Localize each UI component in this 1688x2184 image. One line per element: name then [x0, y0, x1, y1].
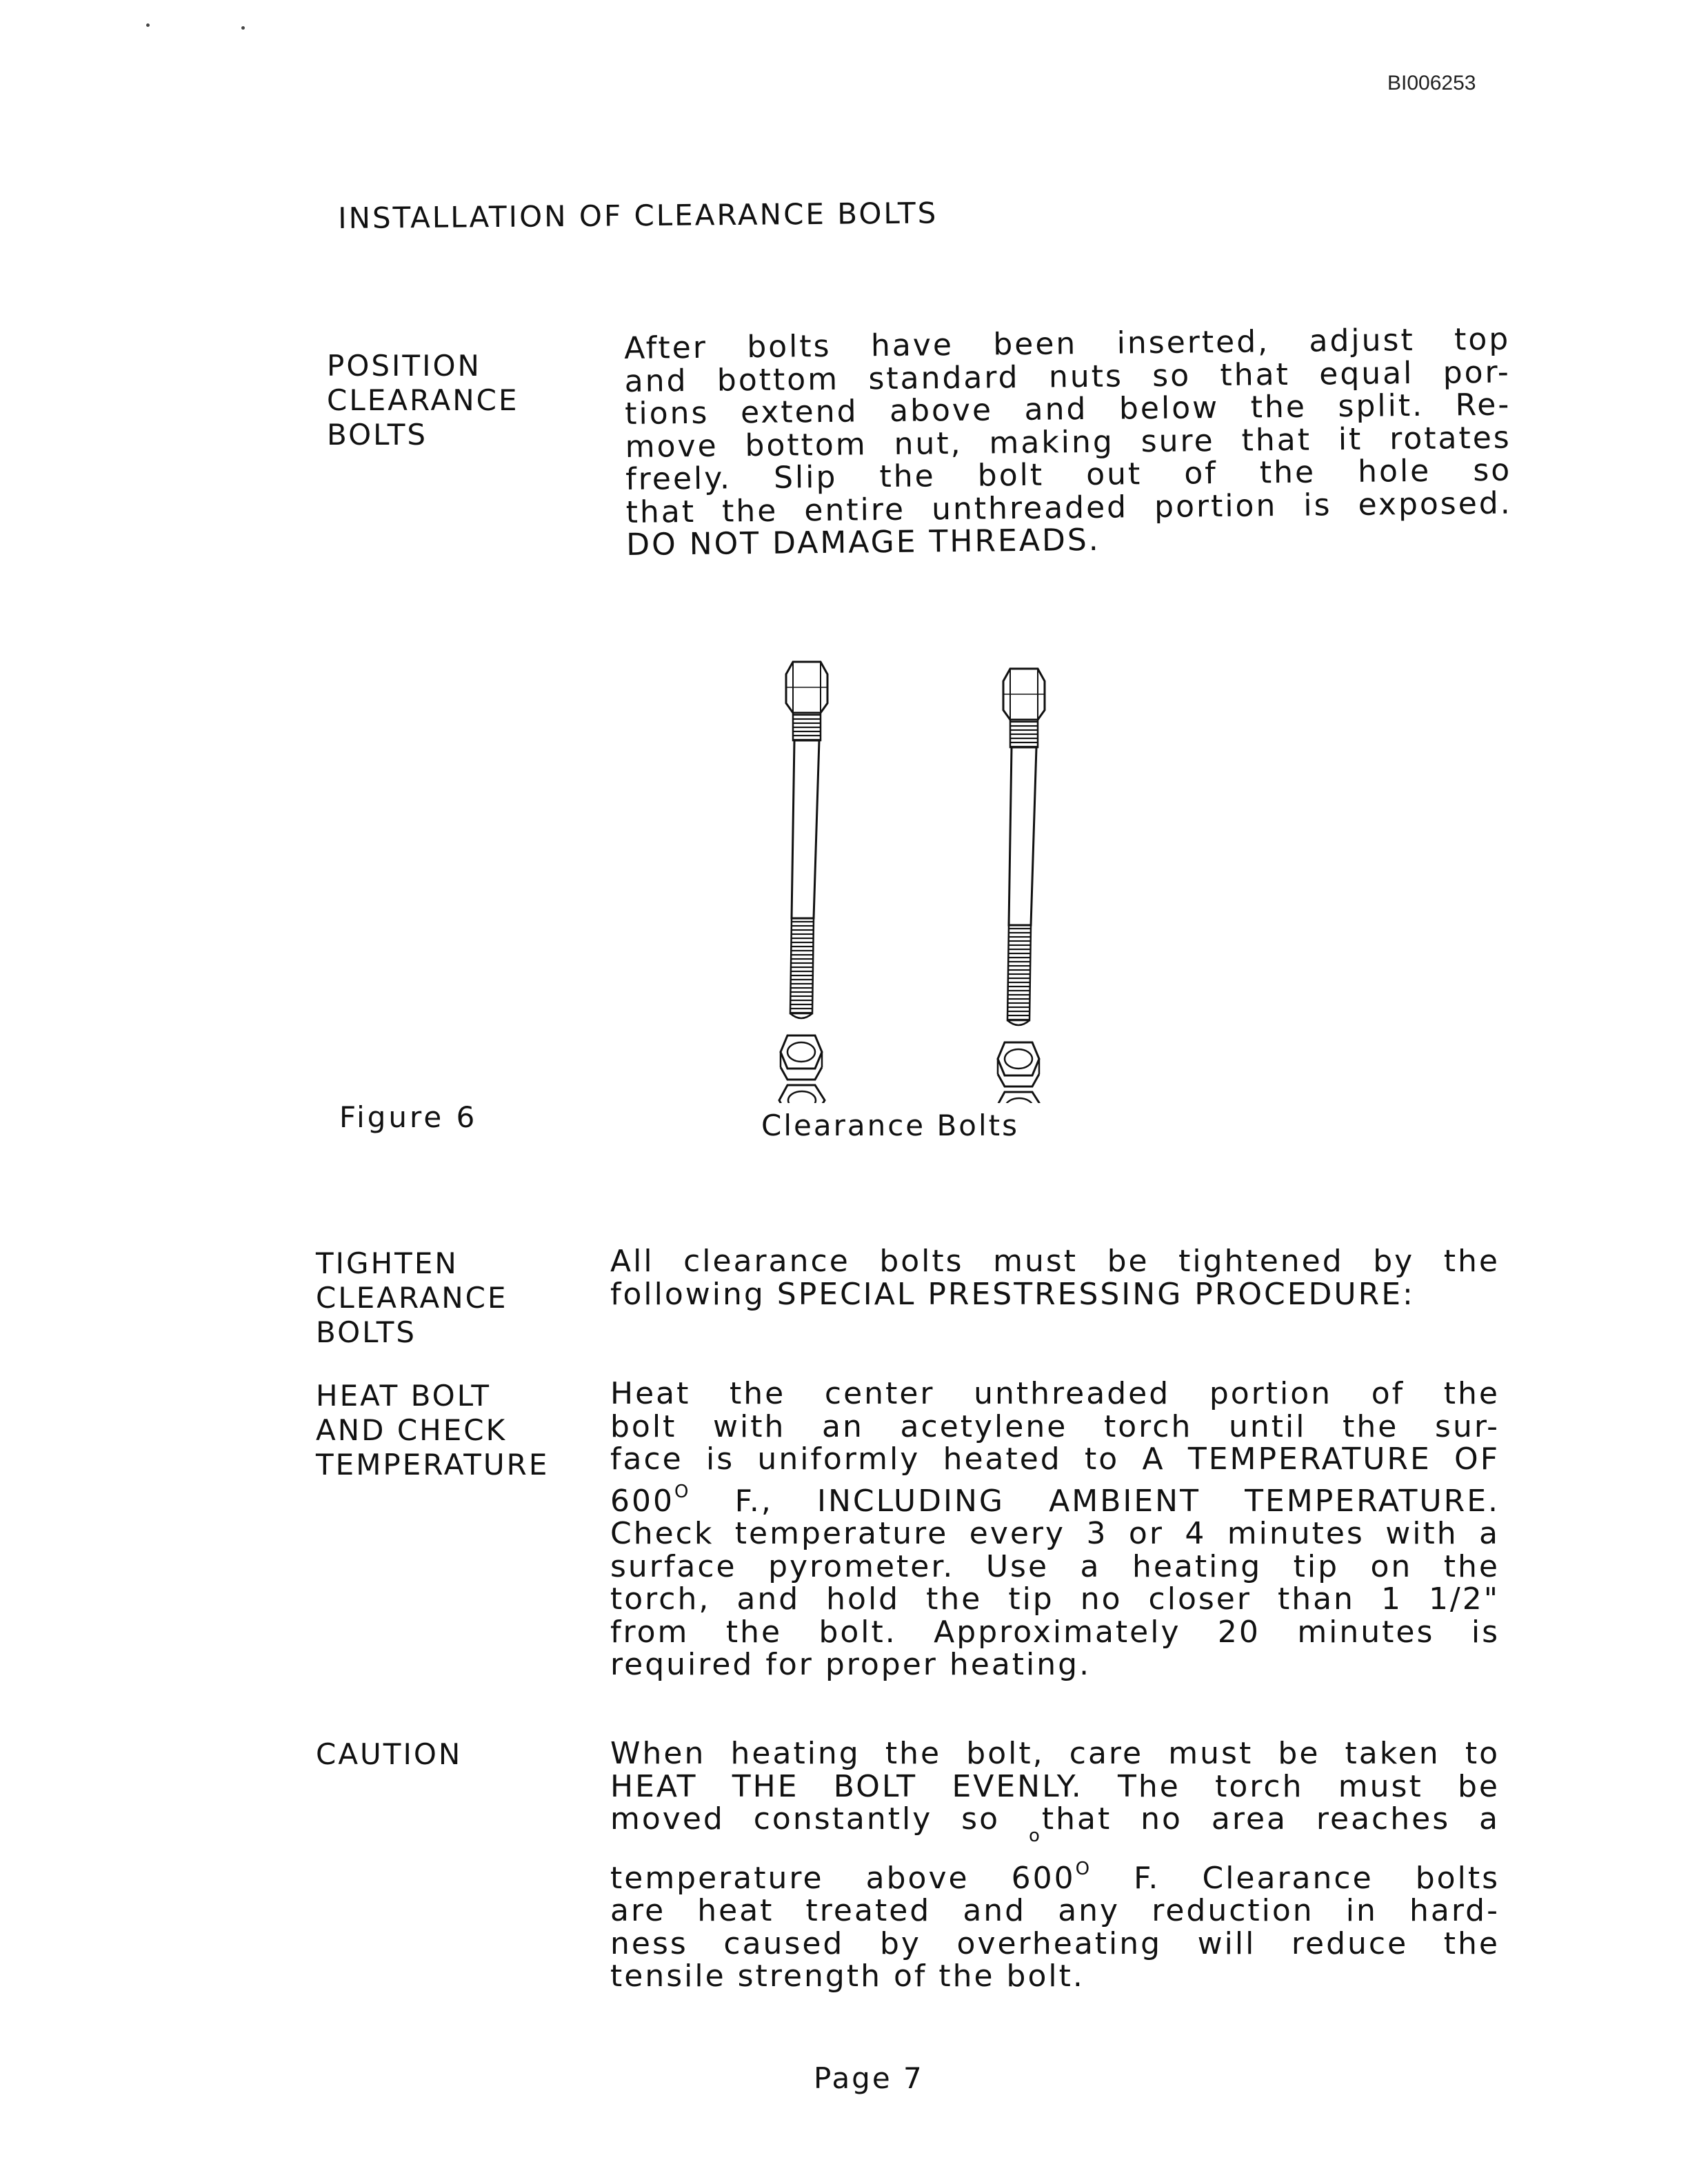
text-line: Check temperature every 3 or 4 minutes with a — [610, 1516, 1500, 1551]
text-line: face is uniformly heated to A TEMPERATURE OF — [610, 1442, 1500, 1477]
text-line: that the entire unthreaded portion is exposed. — [625, 485, 1512, 530]
section-label-caution: CAUTION — [316, 1737, 463, 1771]
scan-speck — [241, 26, 245, 30]
text-line: tensile strength of the bolt. — [610, 1959, 1085, 1994]
text-line: HEAT THE BOLT EVENLY. The torch must be — [610, 1768, 1500, 1804]
figure-caption: Clearance Bolts — [761, 1109, 1020, 1142]
section-text-heat — [610, 1377, 1500, 1681]
page-title: INSTALLATION OF CLEARANCE BOLTS — [338, 196, 938, 235]
text-line-temperature — [610, 1853, 1500, 1895]
text-fragment: F. Clearance bolts — [1092, 1860, 1500, 1896]
degree-mark: o — [1028, 1826, 1042, 1846]
text-line: All clearance bolts must be tightened by the — [610, 1244, 1500, 1279]
text-line: torch, and hold the tip no closer than 1 1/2" — [610, 1581, 1500, 1617]
section-label-tighten: TIGHTEN CLEARANCE BOLTS — [316, 1246, 508, 1349]
text-line-degree — [610, 1803, 1500, 1853]
figure-label: Figure 6 — [339, 1100, 478, 1134]
clearance-bolts-illustration — [703, 655, 1131, 1103]
text-line: bolt with an acetylene torch until the sur- — [610, 1408, 1500, 1444]
section-label-position: POSITION CLEARANCE BOLTS — [327, 349, 519, 452]
text-line: required for proper heating. — [610, 1647, 1092, 1682]
section-text-caution — [610, 1737, 1500, 1993]
text-line: DO NOT DAMAGE THREADS. — [625, 522, 1101, 563]
page-number: Page 7 — [814, 2061, 924, 2095]
text-line: tions extend above and below the split. Re- — [624, 387, 1511, 432]
section-text-position — [624, 323, 1512, 562]
text-fragment: temperature above 600 — [610, 1860, 1076, 1896]
text-line: following SPECIAL PRESTRESSING PROCEDURE: — [610, 1276, 1415, 1312]
degree-mark: O — [674, 1481, 691, 1502]
text-line: move bottom nut, making sure that it rotates — [625, 420, 1511, 465]
scan-speck — [146, 23, 150, 27]
degree-mark: O — [1075, 1858, 1092, 1879]
text-line: Heat the center unthreaded portion of the — [610, 1376, 1500, 1411]
temperature-value: 600 — [610, 1483, 674, 1519]
text-line: When heating the bolt, care must be taken to — [610, 1736, 1500, 1771]
text-line: are heat treated and any reduction in hard- — [610, 1893, 1500, 1928]
text-line: After bolts have been inserted, adjust top — [623, 321, 1511, 366]
text-line: from the bolt. Approximately 20 minutes is — [610, 1614, 1500, 1650]
text-line: and bottom standard nuts so that equal por- — [624, 354, 1511, 399]
section-label-heat: HEAT BOLT AND CHECK TEMPERATURE — [316, 1379, 550, 1482]
text-fragment: moved constantly so — [610, 1801, 1029, 1837]
text-line-temperature — [610, 1476, 1500, 1518]
text-line: surface pyrometer. Use a heating tip on the — [610, 1548, 1500, 1584]
section-text-tighten — [610, 1245, 1500, 1311]
text-fragment: that no area reaches a — [1041, 1801, 1500, 1837]
text-line: ness caused by overheating will reduce the — [610, 1925, 1500, 1961]
temperature-rest: F., INCLUDING AMBIENT TEMPERATURE. — [690, 1483, 1500, 1519]
document-id: BI006253 — [1387, 72, 1476, 94]
text-line: freely. Slip the bolt out of the hole so — [625, 452, 1512, 497]
